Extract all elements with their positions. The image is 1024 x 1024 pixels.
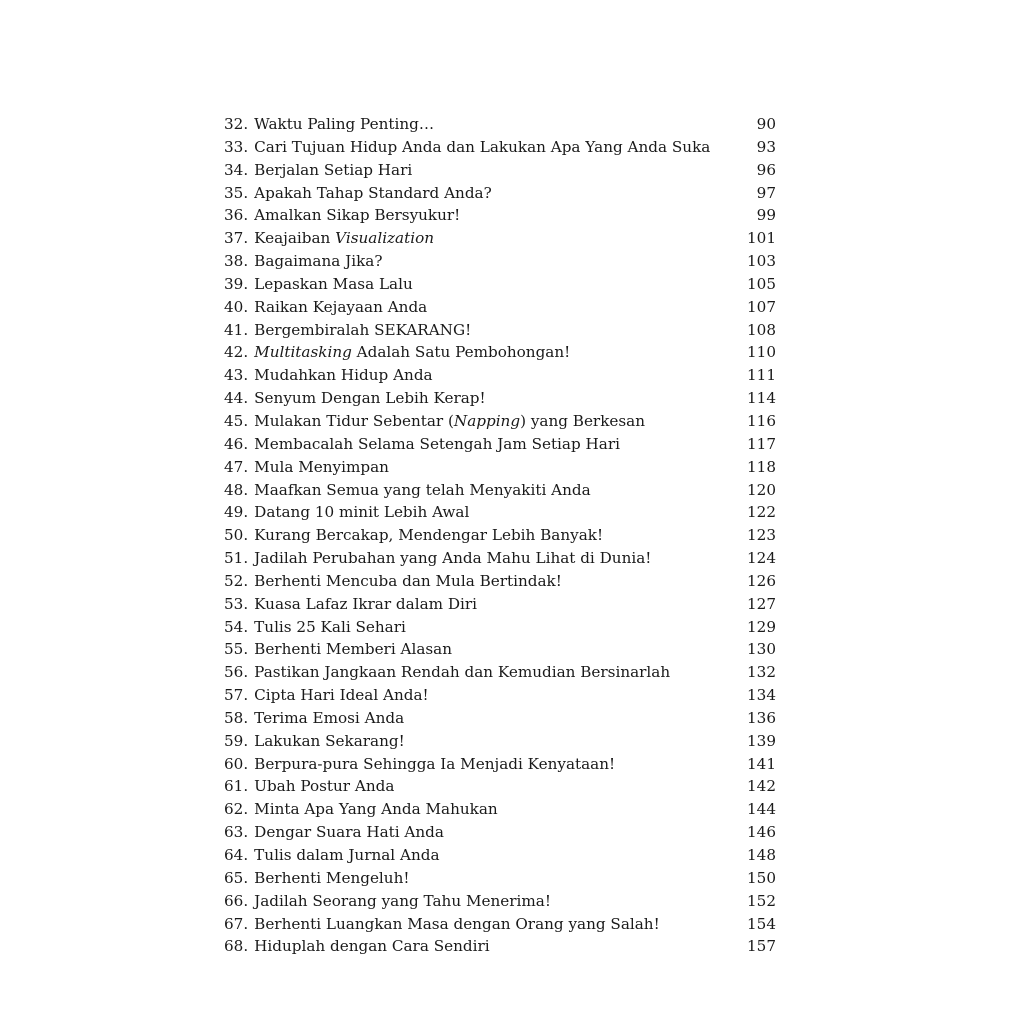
toc-entry (224, 227, 776, 250)
entry-title-segment: Membacalah Selama Setengah Jam Setiap Hari (254, 434, 620, 453)
entry-page-number: 126 (747, 571, 776, 590)
toc-entry (224, 730, 776, 753)
entry-number: 49. (224, 503, 249, 522)
entry-title-segment: Lepaskan Masa Lalu (254, 274, 413, 293)
entry-title-segment: Bagaimana Jika? (254, 252, 383, 271)
entry-number: 42. (224, 343, 249, 362)
entry-page-number: 123 (747, 526, 776, 545)
entry-number: 57. (224, 686, 249, 705)
entry-title (248, 821, 740, 844)
toc-entry (224, 570, 776, 593)
entry-title-segment: Waktu Paling Penting… (254, 115, 435, 133)
entry-title-segment: Cipta Hari Ideal Anda! (254, 686, 429, 705)
toc-entry (224, 775, 776, 798)
entry-page-number: 90 (756, 115, 776, 133)
entry-title (248, 501, 740, 524)
entry-title-segment: ) yang Berkesan (520, 411, 646, 430)
entry-title-segment: Berhenti Mengeluh! (254, 868, 410, 887)
entry-title-segment: Raikan Kejayaan Anda (254, 297, 428, 316)
entry-title-segment: Tulis dalam Jurnal Anda (254, 846, 440, 864)
entry-page-number: 93 (756, 137, 776, 156)
entry-number: 50. (224, 526, 249, 545)
entry-number: 41. (224, 320, 249, 339)
toc-entry (224, 319, 776, 342)
entry-number: 66. (224, 891, 249, 910)
toc-entry (224, 136, 776, 159)
entry-title (248, 616, 740, 639)
entry-title (248, 364, 740, 387)
toc-entry (224, 524, 776, 547)
entry-page-number: 99 (756, 206, 776, 225)
entry-title (248, 730, 740, 753)
toc-entry (224, 798, 776, 821)
entry-page-number: 107 (747, 297, 776, 316)
entry-title-segment: Visualization (335, 229, 435, 248)
toc-entry (224, 501, 776, 524)
entry-page-number: 108 (747, 320, 776, 339)
entry-title (248, 387, 740, 410)
entry-number: 53. (224, 594, 249, 613)
entry-number: 35. (224, 183, 249, 202)
entry-title (248, 570, 740, 593)
entry-page-number: 101 (747, 229, 776, 248)
entry-title (248, 593, 740, 616)
entry-title-segment: Adalah Satu Pembohongan! (351, 343, 571, 362)
entry-number: 47. (224, 457, 249, 476)
entry-title (248, 479, 740, 502)
entry-number: 33. (224, 137, 249, 156)
entry-title-segment: Terima Emosi Anda (254, 708, 405, 727)
table-of-contents (224, 113, 776, 958)
entry-title-segment: Amalkan Sikap Bersyukur! (254, 206, 461, 225)
entry-number: 54. (224, 617, 249, 636)
entry-page-number: 97 (756, 183, 776, 202)
entry-number: 63. (224, 823, 249, 842)
entry-number: 55. (224, 640, 249, 659)
toc-entry (224, 204, 776, 227)
entry-title-segment: Mudahkan Hidup Anda (254, 366, 433, 385)
toc-entry (224, 935, 776, 958)
entry-page-number: 157 (747, 937, 776, 956)
entry-title (248, 204, 740, 227)
entry-title-segment: Jadilah Seorang yang Tahu Menerima! (254, 891, 551, 910)
entry-title (248, 753, 740, 776)
entry-number: 68. (224, 937, 249, 956)
toc-entry (224, 844, 776, 867)
toc-entry (224, 387, 776, 410)
toc-entry (224, 479, 776, 502)
entry-page-number: 114 (747, 389, 776, 408)
entry-page-number: 139 (747, 731, 776, 750)
entry-title-segment: Berhenti Mencuba dan Mula Bertindak! (254, 571, 562, 590)
entry-number: 59. (224, 731, 249, 750)
entry-page-number: 134 (747, 686, 776, 705)
entry-number: 48. (224, 480, 249, 499)
entry-page-number: 152 (747, 891, 776, 910)
entry-title-segment: Senyum Dengan Lebih Kerap! (254, 389, 486, 408)
entry-title (248, 867, 740, 890)
toc-entry (224, 890, 776, 913)
entry-number: 65. (224, 868, 249, 887)
entry-title-segment: Keajaiban (254, 229, 336, 248)
entry-title (248, 319, 740, 342)
entry-title (248, 250, 740, 273)
entry-page-number: 116 (747, 411, 776, 430)
entry-page-number: 136 (747, 708, 776, 727)
entry-page-number: 111 (747, 366, 776, 385)
entry-number: 52. (224, 571, 249, 590)
toc-entry (224, 296, 776, 319)
entry-page-number: 122 (747, 503, 776, 522)
entry-page-number: 96 (756, 160, 776, 179)
entry-page-number: 142 (747, 777, 776, 796)
entry-number: 51. (224, 549, 249, 568)
entry-number: 61. (224, 777, 249, 796)
entry-title-segment: Maafkan Semua yang telah Menyakiti Anda (254, 480, 591, 499)
entry-title (248, 707, 740, 730)
toc-entry (224, 821, 776, 844)
entry-page-number: 103 (747, 252, 776, 271)
toc-entry (224, 364, 776, 387)
entry-page-number: 110 (747, 343, 776, 362)
entry-page-number: 127 (747, 594, 776, 613)
toc-entry (224, 547, 776, 570)
toc-entry (224, 753, 776, 776)
toc-entry (224, 433, 776, 456)
entry-title (248, 798, 740, 821)
entry-number: 32. (224, 115, 249, 133)
entry-title-segment: Cari Tujuan Hidup Anda dan Lakukan Apa Yang Anda Suka (254, 137, 711, 156)
entry-number: 64. (224, 846, 249, 864)
entry-number: 37. (224, 229, 249, 248)
entry-title (248, 296, 740, 319)
entry-number: 38. (224, 252, 249, 271)
entry-number: 46. (224, 434, 249, 453)
entry-page-number: 132 (747, 663, 776, 682)
entry-title-segment: Berjalan Setiap Hari (254, 160, 413, 179)
entry-page-number: 117 (747, 434, 776, 453)
toc-entry (224, 182, 776, 205)
entry-title-segment: Tulis 25 Kali Sehari (254, 617, 406, 636)
toc-entry (224, 273, 776, 296)
entry-number: 44. (224, 389, 249, 408)
toc-entry (224, 410, 776, 433)
entry-title-segment: Lakukan Sekarang! (254, 731, 405, 750)
entry-number: 43. (224, 366, 249, 385)
entry-title (248, 913, 740, 936)
entry-title (248, 136, 740, 159)
entry-title (248, 227, 740, 250)
toc-entry (224, 913, 776, 936)
entry-number: 40. (224, 297, 249, 316)
toc-entry (224, 661, 776, 684)
entry-title (248, 410, 740, 433)
entry-page-number: 148 (747, 846, 776, 864)
entry-page-number: 130 (747, 640, 776, 659)
entry-title-segment: Apakah Tahap Standard Anda? (254, 183, 492, 202)
entry-page-number: 120 (747, 480, 776, 499)
toc-entry (224, 456, 776, 479)
entry-page-number: 129 (747, 617, 776, 636)
entry-page-number: 141 (747, 754, 776, 773)
entry-title-segment: Kuasa Lafaz Ikrar dalam Diri (254, 594, 477, 613)
entry-page-number: 144 (747, 800, 776, 819)
entry-page-number: 118 (747, 457, 776, 476)
entry-title-segment: Napping (453, 411, 521, 430)
entry-number: 62. (224, 800, 249, 819)
entry-title (248, 524, 740, 547)
entry-title (248, 661, 740, 684)
entry-title-segment: Berhenti Luangkan Masa dengan Orang yang Salah! (254, 914, 660, 933)
entry-title-segment: Hiduplah dengan Cara Sendiri (254, 937, 490, 956)
entry-title-segment: Jadilah Perubahan yang Anda Mahu Lihat di Dunia! (254, 549, 652, 568)
entry-number: 58. (224, 708, 249, 727)
entry-title (248, 182, 740, 205)
entry-number: 36. (224, 206, 249, 225)
toc-entry (224, 638, 776, 661)
entry-number: 39. (224, 274, 249, 293)
toc-entry (224, 867, 776, 890)
entry-title (248, 456, 740, 479)
entry-title-segment: Dengar Suara Hati Anda (254, 823, 444, 842)
entry-title-segment: Bergembiralah SEKARANG! (254, 320, 472, 339)
entry-page-number: 154 (747, 914, 776, 933)
entry-title-segment: Kurang Bercakap, Mendengar Lebih Banyak! (254, 526, 604, 545)
toc-entry (224, 113, 776, 136)
entry-number: 60. (224, 754, 249, 773)
toc-entry (224, 707, 776, 730)
toc-entry (224, 684, 776, 707)
entry-title (248, 159, 740, 182)
entry-page-number: 146 (747, 823, 776, 842)
entry-title-segment: Mula Menyimpan (254, 457, 389, 476)
entry-title (248, 113, 740, 136)
entry-title-segment: Minta Apa Yang Anda Mahukan (254, 800, 498, 819)
toc-entry (224, 250, 776, 273)
entry-title (248, 890, 740, 913)
toc-entry (224, 593, 776, 616)
entry-title (248, 433, 740, 456)
toc-entry (224, 616, 776, 639)
entry-number: 34. (224, 160, 249, 179)
entry-page-number: 150 (747, 868, 776, 887)
entry-title (248, 547, 740, 570)
entry-title-segment: Ubah Postur Anda (254, 777, 395, 796)
entry-title-segment: Datang 10 minit Lebih Awal (254, 503, 470, 522)
entry-title-segment: Pastikan Jangkaan Rendah dan Kemudian Bersinarlah (254, 663, 671, 682)
entry-title (248, 638, 740, 661)
entry-title (248, 273, 740, 296)
entry-title-segment: Multitasking (254, 343, 352, 362)
toc-entry (224, 159, 776, 182)
entry-title-segment: Berpura-pura Sehingga Ia Menjadi Kenyataan! (254, 754, 616, 773)
entry-title (248, 341, 740, 364)
entry-page-number: 105 (747, 274, 776, 293)
entry-title-segment: Berhenti Memberi Alasan (254, 640, 453, 659)
entry-title-segment: Mulakan Tidur Sebentar ( (254, 411, 454, 430)
entry-number: 67. (224, 914, 249, 933)
entry-page-number: 124 (747, 549, 776, 568)
entry-title (248, 935, 740, 958)
entry-title (248, 684, 740, 707)
entry-number: 45. (224, 411, 249, 430)
entry-number: 56. (224, 663, 249, 682)
toc-entry (224, 341, 776, 364)
entry-title (248, 775, 740, 798)
entry-title (248, 844, 740, 867)
